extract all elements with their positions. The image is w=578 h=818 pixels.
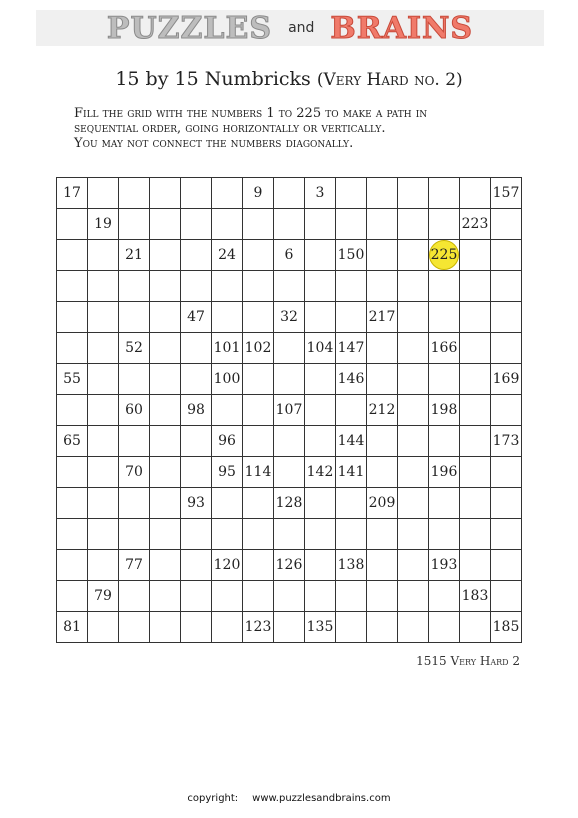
grid-cell-empty[interactable]	[88, 178, 119, 209]
website-link[interactable]: www.puzzlesandbrains.com	[252, 793, 391, 804]
cell-value: 120	[213, 557, 241, 573]
grid-cell-empty[interactable]	[367, 333, 398, 364]
grid-cell-empty[interactable]	[429, 612, 460, 643]
cell-value: 150	[337, 247, 365, 263]
grid-cell-empty[interactable]	[398, 519, 429, 550]
cell-value: 17	[63, 185, 81, 201]
grid-cell-empty[interactable]	[119, 519, 150, 550]
grid-cell-given	[243, 457, 274, 488]
grid-cell-empty[interactable]	[181, 240, 212, 271]
grid-cell-empty[interactable]	[243, 550, 274, 581]
grid-cell-empty[interactable]	[305, 581, 336, 612]
grid-cell-empty[interactable]	[491, 271, 522, 302]
grid-cell-empty[interactable]	[429, 302, 460, 333]
grid-cell-given	[181, 302, 212, 333]
grid-cell-empty[interactable]	[367, 612, 398, 643]
grid-cell-empty[interactable]	[274, 426, 305, 457]
grid-cell-empty[interactable]	[367, 178, 398, 209]
grid-cell-empty[interactable]	[119, 488, 150, 519]
grid-cell-empty[interactable]	[150, 178, 181, 209]
grid-cell-empty[interactable]	[274, 178, 305, 209]
grid-cell-empty[interactable]	[305, 364, 336, 395]
grid-cell-empty[interactable]	[305, 488, 336, 519]
cell-value: 107	[275, 402, 303, 418]
grid-cell-given	[336, 426, 367, 457]
grid-cell-empty[interactable]	[491, 581, 522, 612]
instruction-line: You may not connect the numbers diagonally.	[74, 136, 354, 151]
cell-value: 157	[492, 185, 520, 201]
cell-value: 142	[306, 464, 334, 480]
cell-value: 135	[306, 619, 334, 635]
grid-cell-empty[interactable]	[398, 302, 429, 333]
grid-cell-empty[interactable]	[88, 550, 119, 581]
grid-cell-empty[interactable]	[367, 581, 398, 612]
grid-cell-empty[interactable]	[460, 457, 491, 488]
grid-cell-empty[interactable]	[274, 519, 305, 550]
grid-cell-empty[interactable]	[398, 426, 429, 457]
grid-cell-empty[interactable]	[150, 302, 181, 333]
grid-cell-empty[interactable]	[150, 581, 181, 612]
cell-value: 102	[244, 340, 272, 356]
grid-cell-empty[interactable]	[181, 333, 212, 364]
cell-value: 21	[125, 247, 143, 263]
grid-cell-empty[interactable]	[336, 271, 367, 302]
grid-cell-given	[336, 550, 367, 581]
cell-value: 166	[430, 340, 458, 356]
cell-value: 52	[125, 340, 143, 356]
grid-cell-empty[interactable]	[305, 209, 336, 240]
grid-cell-empty[interactable]	[57, 395, 88, 426]
grid-cell-empty[interactable]	[460, 271, 491, 302]
grid-cell-given	[491, 612, 522, 643]
grid-cell-given	[274, 488, 305, 519]
grid-cell-empty[interactable]	[398, 550, 429, 581]
grid-cell-empty[interactable]	[460, 240, 491, 271]
grid-cell-empty[interactable]	[88, 395, 119, 426]
grid-cell-given	[429, 550, 460, 581]
grid-cell-empty[interactable]	[57, 457, 88, 488]
cell-value: 101	[213, 340, 241, 356]
grid-cell-given	[243, 333, 274, 364]
grid-cell-empty[interactable]	[150, 240, 181, 271]
grid-cell-highlighted	[429, 240, 460, 271]
grid-cell-empty[interactable]	[274, 271, 305, 302]
grid-cell-empty[interactable]	[429, 426, 460, 457]
grid-cell-empty[interactable]	[57, 271, 88, 302]
grid-cell-empty[interactable]	[150, 395, 181, 426]
grid-cell-empty[interactable]	[429, 364, 460, 395]
cell-value: 185	[492, 619, 520, 635]
grid-cell-empty[interactable]	[243, 364, 274, 395]
instruction-line: Fill the grid with the numbers 1 to 225 to make a path in	[74, 106, 428, 121]
grid-cell-empty[interactable]	[119, 426, 150, 457]
grid-cell-empty[interactable]	[398, 271, 429, 302]
grid-cell-empty[interactable]	[57, 209, 88, 240]
grid-cell-given	[119, 333, 150, 364]
cell-value: 9	[253, 185, 263, 201]
grid-cell-given	[336, 457, 367, 488]
cell-value: 217	[368, 309, 396, 325]
cell-value: 225	[429, 240, 459, 270]
grid-cell-given	[119, 550, 150, 581]
grid-cell-given	[119, 240, 150, 271]
grid-cell-empty[interactable]	[305, 519, 336, 550]
cell-value: 96	[218, 433, 236, 449]
grid-cell-given	[429, 395, 460, 426]
grid-cell-given	[305, 457, 336, 488]
grid-cell-empty[interactable]	[305, 271, 336, 302]
grid-cell-empty[interactable]	[429, 209, 460, 240]
grid-cell-empty[interactable]	[212, 519, 243, 550]
cell-value: 128	[275, 495, 303, 511]
cell-value: 65	[63, 433, 81, 449]
cell-value: 198	[430, 402, 458, 418]
grid-cell-empty[interactable]	[305, 302, 336, 333]
grid-cell-empty[interactable]	[336, 302, 367, 333]
title-difficulty: (Very Hard no. 2)	[316, 70, 463, 90]
grid-cell-empty[interactable]	[150, 426, 181, 457]
grid-cell-empty[interactable]	[88, 457, 119, 488]
cell-value: 70	[125, 464, 143, 480]
cell-value: 77	[125, 557, 143, 573]
grid-cell-empty[interactable]	[274, 581, 305, 612]
grid-cell-empty[interactable]	[367, 519, 398, 550]
cell-value: 209	[368, 495, 396, 511]
grid-cell-given	[336, 333, 367, 364]
grid-cell-given	[119, 457, 150, 488]
grid-cell-empty[interactable]	[274, 612, 305, 643]
grid-cell-empty[interactable]	[119, 581, 150, 612]
grid-cell-empty[interactable]	[305, 550, 336, 581]
grid-cell-empty[interactable]	[336, 519, 367, 550]
grid-cell-given	[305, 612, 336, 643]
grid-cell-empty[interactable]	[212, 395, 243, 426]
grid-cell-empty[interactable]	[460, 426, 491, 457]
grid-cell-empty[interactable]	[119, 178, 150, 209]
grid-cell-given	[57, 364, 88, 395]
cell-value: 3	[315, 185, 325, 201]
grid-cell-given	[212, 240, 243, 271]
instructions	[74, 106, 524, 151]
cell-value: 6	[284, 247, 294, 263]
grid-cell-empty[interactable]	[367, 457, 398, 488]
grid-cell-given	[460, 209, 491, 240]
grid-cell-empty[interactable]	[119, 364, 150, 395]
logo-brains: BRAINS	[330, 10, 474, 46]
cell-value: 95	[218, 464, 236, 480]
grid-cell-empty[interactable]	[367, 426, 398, 457]
grid-cell-empty[interactable]	[181, 581, 212, 612]
grid-cell-empty[interactable]	[212, 302, 243, 333]
grid-cell-empty[interactable]	[336, 488, 367, 519]
grid-cell-given	[57, 178, 88, 209]
grid-cell-empty[interactable]	[88, 519, 119, 550]
cell-value: 169	[492, 371, 520, 387]
grid-cell-given	[212, 333, 243, 364]
grid-cell-empty[interactable]	[212, 488, 243, 519]
grid-cell-empty[interactable]	[181, 271, 212, 302]
grid-cell-empty[interactable]	[150, 333, 181, 364]
grid-cell-empty[interactable]	[460, 395, 491, 426]
grid-cell-given	[119, 395, 150, 426]
grid-cell-empty[interactable]	[243, 426, 274, 457]
grid-cell-given	[243, 178, 274, 209]
cell-value: 193	[430, 557, 458, 573]
grid-cell-given	[491, 364, 522, 395]
grid-cell-given	[212, 550, 243, 581]
cell-value: 47	[187, 309, 205, 325]
cell-value: 79	[94, 588, 112, 604]
cell-value: 55	[63, 371, 81, 387]
cell-value: 60	[125, 402, 143, 418]
grid-cell-empty[interactable]	[88, 302, 119, 333]
grid-cell-given	[429, 457, 460, 488]
grid-cell-empty[interactable]	[336, 612, 367, 643]
grid-cell-empty[interactable]	[274, 209, 305, 240]
grid-cell-empty[interactable]	[367, 550, 398, 581]
grid-cell-empty[interactable]	[212, 178, 243, 209]
grid-cell-given	[181, 395, 212, 426]
cell-value: 144	[337, 433, 365, 449]
cell-value: 98	[187, 402, 205, 418]
grid-cell-given	[212, 457, 243, 488]
grid-cell-empty[interactable]	[460, 612, 491, 643]
cell-value: 196	[430, 464, 458, 480]
grid-cell-empty[interactable]	[367, 271, 398, 302]
grid-cell-empty[interactable]	[88, 426, 119, 457]
grid-cell-empty[interactable]	[429, 581, 460, 612]
grid-cell-empty[interactable]	[398, 612, 429, 643]
grid-cell-given	[305, 178, 336, 209]
grid-cell-empty[interactable]	[274, 457, 305, 488]
grid-cell-given	[367, 488, 398, 519]
grid-cell-empty[interactable]	[336, 209, 367, 240]
grid-cell-empty[interactable]	[181, 550, 212, 581]
grid-cell-empty[interactable]	[119, 209, 150, 240]
grid-cell-empty[interactable]	[460, 519, 491, 550]
logo-puzzles: PUZZLES	[106, 10, 273, 46]
grid-cell-empty[interactable]	[460, 178, 491, 209]
grid-cell-empty[interactable]	[243, 519, 274, 550]
grid-cell-empty[interactable]	[150, 488, 181, 519]
grid-cell-empty[interactable]	[181, 519, 212, 550]
title-main: 15 by 15 Numbricks	[115, 68, 311, 90]
cell-value: 173	[492, 433, 520, 449]
grid-cell-empty[interactable]	[243, 209, 274, 240]
cell-value: 126	[275, 557, 303, 573]
grid-cell-given	[274, 395, 305, 426]
grid-cell-given	[367, 395, 398, 426]
grid-cell-empty[interactable]	[181, 364, 212, 395]
grid-cell-empty[interactable]	[305, 426, 336, 457]
grid-cell-empty[interactable]	[243, 581, 274, 612]
grid-cell-empty[interactable]	[398, 178, 429, 209]
grid-cell-given	[305, 333, 336, 364]
cell-value: 141	[337, 464, 365, 480]
cell-value: 223	[461, 216, 489, 232]
grid-cell-empty[interactable]	[88, 364, 119, 395]
grid-cell-empty[interactable]	[212, 581, 243, 612]
numbrix-grid	[56, 177, 522, 643]
grid-cell-empty[interactable]	[181, 178, 212, 209]
grid-cell-empty[interactable]	[150, 457, 181, 488]
grid-cell-empty[interactable]	[274, 364, 305, 395]
grid-cell-given	[181, 488, 212, 519]
grid-cell-empty[interactable]	[336, 395, 367, 426]
cell-value: 147	[337, 340, 365, 356]
grid-cell-empty[interactable]	[491, 550, 522, 581]
grid-cell-empty[interactable]	[181, 612, 212, 643]
grid-cell-empty[interactable]	[243, 240, 274, 271]
grid-cell-empty[interactable]	[57, 240, 88, 271]
grid-cell-empty[interactable]	[429, 271, 460, 302]
grid-cell-given	[57, 612, 88, 643]
grid-cell-empty[interactable]	[150, 550, 181, 581]
grid-cell-empty[interactable]	[274, 333, 305, 364]
grid-cell-empty[interactable]	[119, 302, 150, 333]
grid-cell-empty[interactable]	[398, 333, 429, 364]
grid-cell-empty[interactable]	[491, 302, 522, 333]
cell-value: 146	[337, 371, 365, 387]
grid-cell-empty[interactable]	[212, 209, 243, 240]
cell-value: 104	[306, 340, 334, 356]
grid-cell-empty[interactable]	[491, 519, 522, 550]
cell-value: 81	[63, 619, 81, 635]
grid-cell-empty[interactable]	[57, 581, 88, 612]
copyright-label: copyright:	[187, 793, 239, 804]
grid-cell-empty[interactable]	[57, 550, 88, 581]
grid-cell-empty[interactable]	[429, 178, 460, 209]
grid-cell-empty[interactable]	[150, 519, 181, 550]
grid-cell-empty[interactable]	[491, 457, 522, 488]
grid-cell-given	[88, 209, 119, 240]
grid-cell-empty[interactable]	[491, 488, 522, 519]
cell-value: 183	[461, 588, 489, 604]
logo-and: and	[288, 20, 315, 36]
grid-cell-empty[interactable]	[336, 581, 367, 612]
grid-cell-given	[243, 612, 274, 643]
grid-cell-given	[274, 550, 305, 581]
grid-cell-empty[interactable]	[429, 488, 460, 519]
grid-cell-empty[interactable]	[367, 364, 398, 395]
cell-value: 93	[187, 495, 205, 511]
grid-cell-empty[interactable]	[88, 271, 119, 302]
grid-cell-given	[274, 240, 305, 271]
grid-cell-empty[interactable]	[88, 488, 119, 519]
grid-cell-empty[interactable]	[460, 488, 491, 519]
grid-cell-empty[interactable]	[57, 519, 88, 550]
grid-cell-empty[interactable]	[491, 333, 522, 364]
grid-cell-given	[429, 333, 460, 364]
grid-cell-empty[interactable]	[367, 209, 398, 240]
grid-cell-given	[460, 581, 491, 612]
grid-cell-given	[88, 581, 119, 612]
grid-cell-empty[interactable]	[398, 240, 429, 271]
grid-cell-empty[interactable]	[491, 395, 522, 426]
cell-value: 114	[244, 464, 272, 480]
grid-cell-empty[interactable]	[212, 612, 243, 643]
grid-cell-empty[interactable]	[398, 209, 429, 240]
grid-cell-given	[367, 302, 398, 333]
grid-cell-empty[interactable]	[429, 519, 460, 550]
grid-cell-empty[interactable]	[212, 271, 243, 302]
grid-cell-empty[interactable]	[398, 364, 429, 395]
grid-cell-given	[212, 364, 243, 395]
grid-cell-empty[interactable]	[243, 488, 274, 519]
grid-cell-empty[interactable]	[491, 209, 522, 240]
grid-cell-empty[interactable]	[181, 457, 212, 488]
grid-cell-empty[interactable]	[150, 209, 181, 240]
grid-cell-empty[interactable]	[336, 178, 367, 209]
grid-cell-empty[interactable]	[460, 364, 491, 395]
site-header-banner	[36, 10, 544, 46]
cell-value: 100	[213, 371, 241, 387]
puzzle-title	[0, 68, 578, 90]
grid-cell-empty[interactable]	[460, 302, 491, 333]
instruction-line: sequential order, going horizontally or vertically.	[74, 121, 386, 136]
cell-value: 123	[244, 619, 272, 635]
grid-cell-empty[interactable]	[150, 364, 181, 395]
grid-cell-empty[interactable]	[88, 240, 119, 271]
grid-cell-empty[interactable]	[57, 333, 88, 364]
grid-cell-empty[interactable]	[88, 612, 119, 643]
grid-cell-empty[interactable]	[119, 271, 150, 302]
grid-cell-empty[interactable]	[398, 488, 429, 519]
grid-cell-empty[interactable]	[181, 209, 212, 240]
grid-cell-empty[interactable]	[305, 240, 336, 271]
cell-value: 19	[94, 216, 112, 232]
grid-cell-empty[interactable]	[243, 395, 274, 426]
grid-cell-given	[491, 426, 522, 457]
grid-cell-given	[491, 178, 522, 209]
grid-cell-empty[interactable]	[398, 457, 429, 488]
grid-cell-empty[interactable]	[367, 240, 398, 271]
grid-cell-empty[interactable]	[305, 395, 336, 426]
grid-cell-given	[212, 426, 243, 457]
grid-cell-empty[interactable]	[150, 271, 181, 302]
grid-cell-given	[336, 240, 367, 271]
grid-cell-empty[interactable]	[243, 302, 274, 333]
cell-value: 32	[280, 309, 298, 325]
grid-cell-empty[interactable]	[57, 488, 88, 519]
grid-cell-empty[interactable]	[88, 333, 119, 364]
grid-cell-empty[interactable]	[243, 271, 274, 302]
grid-cell-given	[274, 302, 305, 333]
grid-cell-given	[336, 364, 367, 395]
cell-value: 212	[368, 402, 396, 418]
grid-cell-given	[57, 426, 88, 457]
grid-cell-empty[interactable]	[491, 240, 522, 271]
cell-value: 138	[337, 557, 365, 573]
puzzle-id: 1515 Very Hard 2	[416, 654, 520, 668]
grid-cell-empty[interactable]	[181, 426, 212, 457]
grid-cell-empty[interactable]	[57, 302, 88, 333]
grid-cell-empty[interactable]	[460, 550, 491, 581]
footer	[0, 793, 578, 804]
grid-cell-empty[interactable]	[119, 612, 150, 643]
grid-cell-empty[interactable]	[150, 612, 181, 643]
grid-cell-empty[interactable]	[398, 581, 429, 612]
grid-cell-empty[interactable]	[398, 395, 429, 426]
grid-cell-empty[interactable]	[460, 333, 491, 364]
cell-value: 24	[218, 247, 236, 263]
